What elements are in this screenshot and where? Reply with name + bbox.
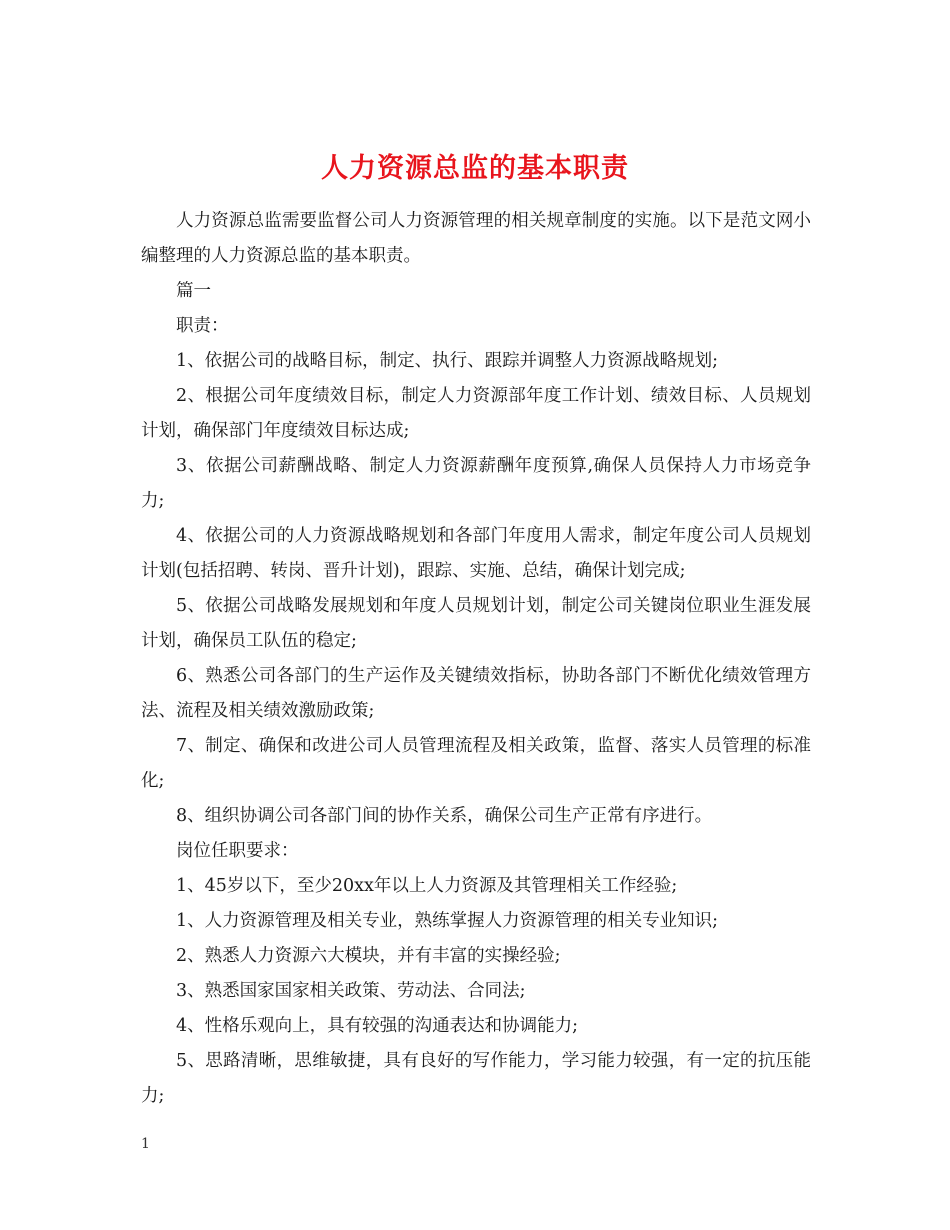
paragraph-intro: 人力资源总监需要监督公司人力资源管理的相关规章制度的实施。以下是范文网小编整理的人力资源总监的基本职责。 (141, 211, 811, 266)
paragraph-requirements-heading: 岗位任职要求： (176, 841, 299, 861)
paragraph-requirement-5: 5、思路清晰，思维敏捷，具有良好的写作能力，学习能力较强，有一定的抗压能力; (141, 1051, 811, 1106)
paragraph-requirement-2: 2、熟悉人力资源六大模块，并有丰富的实操经验; (176, 946, 561, 966)
paragraph-duty-1: 1、依据公司的战略目标，制定、执行、跟踪并调整人力资源战略规划; (176, 351, 719, 371)
paragraph-duties-heading: 职责： (176, 316, 229, 336)
page-title: 人力资源总监的基本职责 (321, 153, 629, 185)
paragraph-duty-4: 4、依据公司的人力资源战略规划和各部门年度用人需求，制定年度公司人员规划计划(包括招聘、转岗、晋升计划)，跟踪、实施、总结，确保计划完成; (141, 526, 811, 581)
paragraph-requirement-3: 3、熟悉国家国家相关政策、劳动法、合同法; (176, 981, 526, 1001)
page-number: 1 (141, 1136, 150, 1152)
paragraph-requirement-4: 4、性格乐观向上，具有较强的沟通表达和协调能力; (176, 1016, 579, 1036)
paragraph-duty-8: 8、组织协调公司各部门间的协作关系，确保公司生产正常有序进行。 (176, 806, 713, 826)
paragraph-requirement-1: 1、人力资源管理及相关专业，熟练掌握人力资源管理的相关专业知识; (176, 911, 719, 931)
paragraph-duty-2: 2、根据公司年度绩效目标，制定人力资源部年度工作计划、绩效目标、人员规划计划，确保部门年度绩效目标达成; (141, 386, 811, 441)
paragraph-duty-7: 7、制定、确保和改进公司人员管理流程及相关政策，监督、落实人员管理的标准化; (141, 736, 811, 791)
paragraph-duty-5: 5、依据公司战略发展规划和年度人员规划计划，制定公司关键岗位职业生涯发展计划，确保员工队伍的稳定; (141, 596, 811, 651)
document-body (141, 204, 811, 1114)
paragraph-duty-3: 3、依据公司薪酬战略、制定人力资源薪酬年度预算,确保人员保持人力市场竞争力; (141, 456, 811, 511)
paragraph-requirement-age: 1、45岁以下，至少20xx年以上人力资源及其管理相关工作经验; (176, 876, 678, 896)
paragraph-duty-6: 6、熟悉公司各部门的生产运作及关键绩效指标，协助各部门不断优化绩效管理方法、流程及相关绩效激励政策; (141, 666, 811, 721)
paragraph-section-label: 篇一 (176, 281, 211, 301)
